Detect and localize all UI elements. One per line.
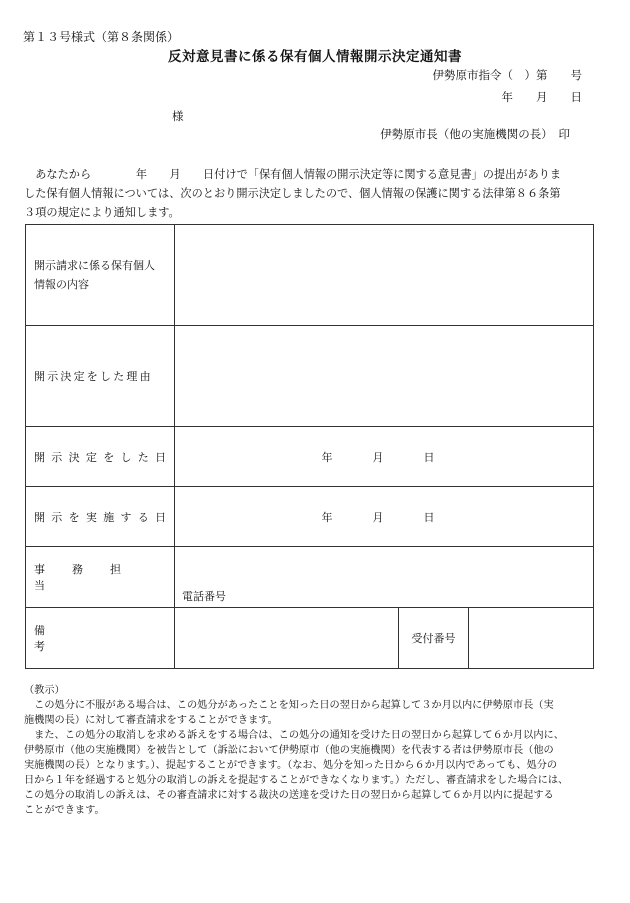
implementation-date-field[interactable]: 年 月 日 bbox=[175, 487, 594, 547]
sender: 伊勢原市長（他の実施機関の長） 印 bbox=[380, 127, 570, 141]
table-row bbox=[26, 225, 594, 326]
addressee: 様 bbox=[172, 109, 184, 123]
remarks-field[interactable] bbox=[175, 608, 399, 669]
request-content-field[interactable] bbox=[175, 225, 594, 326]
body-line: あなたから 年 月 日付けで「保有個人情報の開示決定等に関する意見書」の提出がありま bbox=[24, 168, 562, 181]
table-row bbox=[26, 608, 594, 669]
notes-line: 実施機関の長）となります。）、提起することができます。（なお、処分を知った日から６か月以内であっても、処分の bbox=[24, 760, 558, 771]
decision-date-field[interactable]: 年 月 日 bbox=[175, 427, 594, 487]
table-row bbox=[26, 326, 594, 427]
document-date: 年 月 日 bbox=[501, 90, 582, 104]
decision-reason-label: 開示決定をした理由 bbox=[26, 326, 175, 427]
table-row bbox=[26, 487, 594, 547]
notes-line: また、この処分の取消しを求める訴えをする場合は、この処分の通知を受けた日の翌日から起算して６か月以内に、 bbox=[24, 730, 564, 741]
decision-date-label: 開示決定をした日 bbox=[26, 427, 175, 487]
notes-line: この処分の取消しの訴えは、その審査請求に対する裁決の送達を受けた日の翌日から起算して６か月以内に提起する bbox=[24, 790, 554, 801]
decision-table bbox=[25, 224, 594, 669]
request-content-label: 開示請求に係る保有個人 情報の内容 bbox=[26, 225, 175, 326]
notice-body bbox=[24, 165, 608, 222]
instruction-notes bbox=[24, 683, 610, 818]
notes-line: この処分に不服がある場合は、この処分があったことを知った日の翌日から起算して３か月以内に伊勢原市長（実 bbox=[24, 700, 554, 711]
phone-number-label: 電話番号 bbox=[182, 590, 226, 603]
document-number: 伊勢原市指令（ ）第 号 bbox=[432, 68, 582, 82]
notes-heading: （教示） bbox=[24, 685, 65, 696]
implementation-date-label: 開示を実施する日 bbox=[26, 487, 175, 547]
table-row bbox=[26, 427, 594, 487]
office-contact-field[interactable] bbox=[175, 547, 594, 608]
receipt-number-label: 受付番号 bbox=[399, 608, 469, 669]
body-line: ３項の規定により通知します。 bbox=[24, 206, 180, 219]
table-row bbox=[26, 547, 594, 608]
notes-line: 伊勢原市（他の実施機関）を被告として（訴訟において伊勢原市（他の実施機関）を代表する者は伊勢原市長（他の bbox=[24, 745, 554, 756]
form-number: 第１３号様式（第８条関係） bbox=[23, 30, 180, 44]
notes-line: 日から１年を経過すると処分の取消しの訴えを提起することができなくなります。）ただし、審査請求をした場合には、 bbox=[24, 775, 569, 786]
document-title: 反対意見書に係る保有個人情報開示決定通知書 bbox=[168, 49, 462, 65]
receipt-number-field[interactable] bbox=[469, 608, 594, 669]
remarks-label: 備考 bbox=[26, 608, 175, 669]
body-line: した保有個人情報については、次のとおり開示決定しましたので、個人情報の保護に関する法律第８６条第 bbox=[24, 187, 561, 200]
decision-reason-field[interactable] bbox=[175, 326, 594, 427]
notes-line: ことができます。 bbox=[24, 805, 105, 816]
notes-line: 施機関の長）に対して審査請求をすることができます。 bbox=[24, 715, 278, 726]
office-contact-label: 事務担当 bbox=[26, 547, 175, 608]
